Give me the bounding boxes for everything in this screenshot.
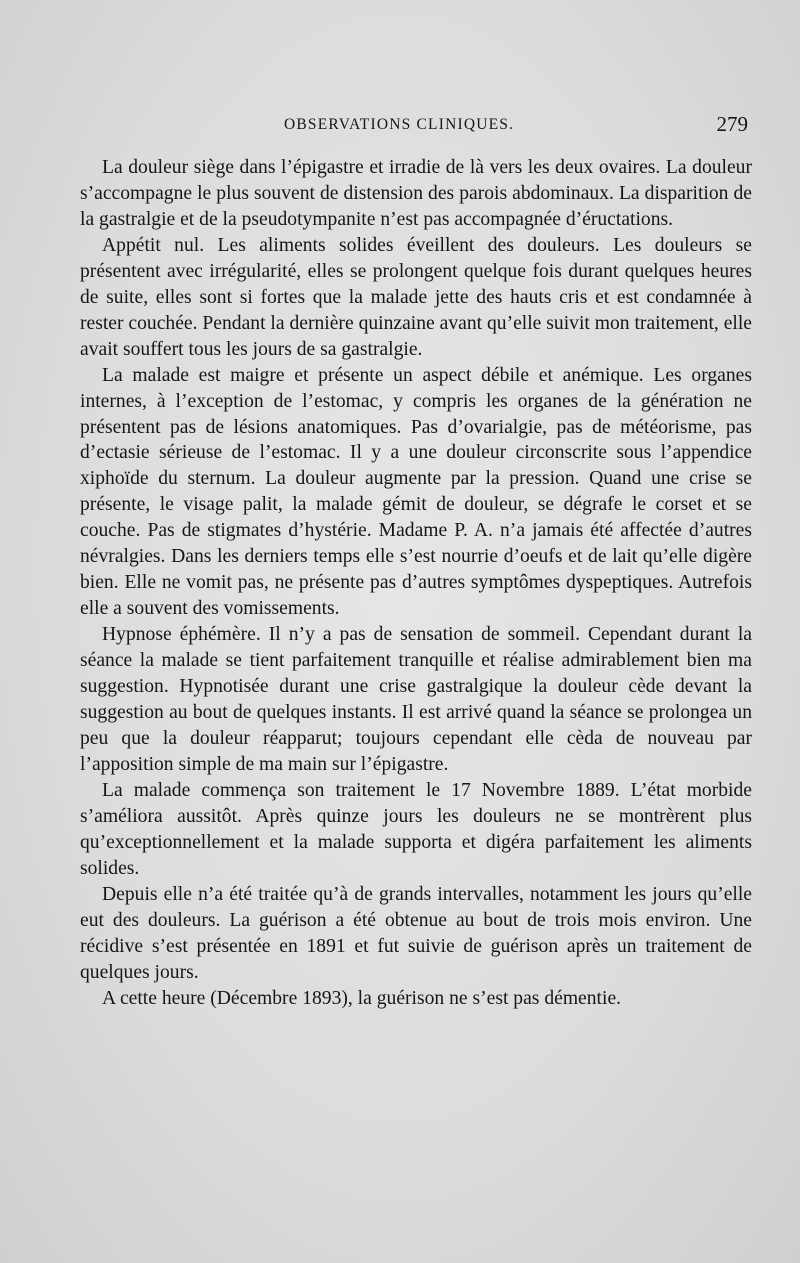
paragraph: La malade commença son traitement le 17 Novembre 1889. L’état morbide s’améliora aussitôt. Après quinze jours les douleurs ne se montrèrent plus qu’exceptionnellement et la malade supporta et digéra parfaitement les aliments solides. [80, 779, 752, 879]
paragraph: Appétit nul. Les aliments solides éveillent des douleurs. Les douleurs se présentent avec irrégularité, elles se prolongent quelque fois durant quelques heures de suite, elles sont si fortes que la malade jette des hauts cris et est condamnée à rester couchée. Pendant la dernière quinzaine avant qu’elle suivit mon traitement, elle avait souffert tous les jours de sa gastralgie. [80, 234, 752, 360]
page-number: 279 [716, 112, 748, 136]
paragraph: Depuis elle n’a été traitée qu’à de grands intervalles, notamment les jours qu’elle eut des douleurs. La guérison a été obtenue au bout de trois mois environ. Une récidive s’est présentée en 1891 et fut suivie de guérison après un traitement de quelques jours. [80, 883, 752, 983]
paragraph: La douleur siège dans l’épigastre et irradie de là vers les deux ovaires. La douleur s’accompagne le plus souvent de distension des parois abdominaux. La disparition de la gastralgie et de la pseudotympanite n’est pas accompagnée d’éructations. [80, 157, 752, 230]
body-text [80, 155, 752, 1011]
running-title: OBSERVATIONS CLINIQUES. [284, 116, 515, 133]
paragraph: A cette heure (Décembre 1893), la guérison ne s’est pas démentie. [102, 987, 622, 1009]
paragraph: La malade est maigre et présente un aspect débile et anémique. Les organes internes, à l’exception de l’estomac, y compris les organes de la génération ne présentent pas de lésions anatomiques. Pas d’ovarialgie, pas de météorisme, pas d’ectasie sérieuse de l’estomac. Il y a une douleur circonscrite sous l’appendice xiphoïde du sternum. La douleur augmente par la pression. Quand une crise se présente, le visage palit, la malade gémit de douleur, se dégrafe le corset et se couche. Pas de stigmates d’hystérie. Madame P. A. n’a jamais été affectée d’autres névralgies. Dans les derniers temps elle s’est nourrie d’oeufs et de lait qu’elle digère bien. Elle ne vomit pas, ne présente pas d’autres symptômes dyspeptiques. Autrefois elle a souvent des vomissements. [80, 364, 752, 620]
paragraph: Hypnose éphémère. Il n’y a pas de sensation de sommeil. Cependant durant la séance la malade se tient parfaitement tranquille et réalise admirablement bien ma suggestion. Hypnotisée durant une crise gastralgique la douleur cède devant la suggestion au bout de quelques instants. Il est arrivé quand la séance se prolongea un peu que la douleur réapparut; toujours cependant elle cèda de nouveau par l’apposition simple de ma main sur l’épigastre. [80, 624, 752, 775]
page-header [80, 112, 752, 142]
